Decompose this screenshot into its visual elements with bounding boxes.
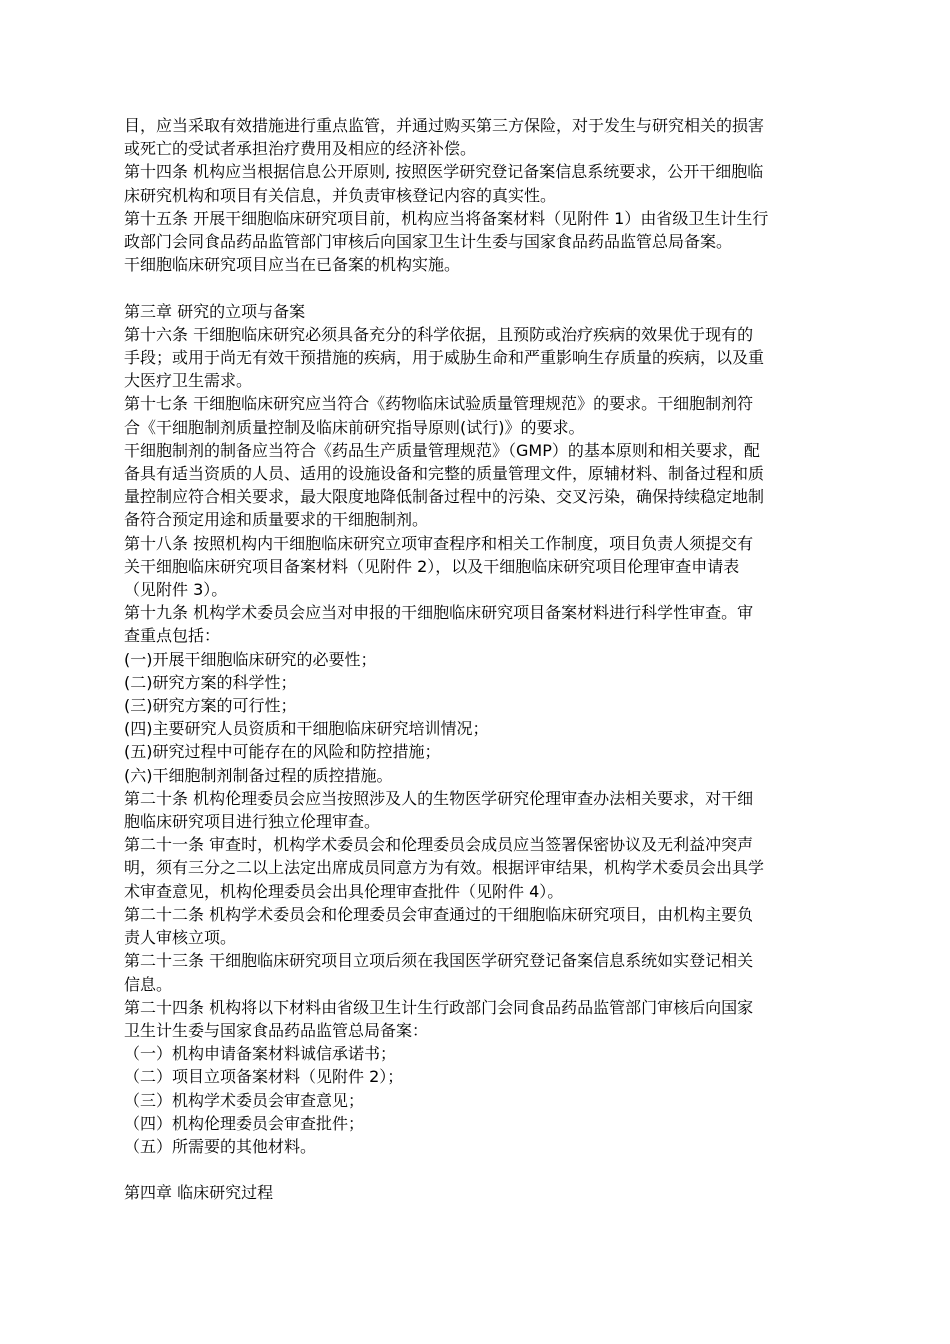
text-line: 床研究机构和项目有关信息，并负责审核登记内容的真实性。 [124,185,557,205]
text-line: 量控制应符合相关要求，最大限度地降低制备过程中的污染、交叉污染，确保持续稳定地制 [124,487,765,507]
text-line: (五)研究过程中可能存在的风险和防控措施； [124,742,441,762]
chapter-heading: 第四章 临床研究过程 [124,1183,274,1203]
text-line: （见附件 3）。 [124,580,228,600]
text-line: 关干细胞临床研究项目备案材料（见附件 2），以及干细胞临床研究项目伦理审查申请表 [124,556,740,576]
blank-line [124,276,834,299]
blank-line [124,1158,834,1181]
text-line: （一）机构申请备案材料诚信承诺书； [124,1044,397,1064]
document-body [124,114,834,1205]
text-line: 胞临床研究项目进行独立伦理审查。 [124,812,381,832]
text-line: 第十六条 干细胞临床研究必须具备充分的科学依据，且预防或治疗疾病的效果优于现有的 [124,324,754,344]
text-line: 合《干细胞制剂质量控制及临床前研究指导原则(试行)》的要求。 [124,417,585,437]
text-line: （三）机构学术委员会审查意见； [124,1090,365,1110]
text-line: 第十九条 机构学术委员会应当对申报的干细胞临床研究项目备案材料进行科学性审查。审 [124,603,754,623]
text-line: 备具有适当资质的人员、适用的设施设备和完整的质量管理文件，原辅材料、制备过程和质 [124,464,765,484]
text-line: 卫生计生委与国家食品药品监管总局备案： [124,1020,429,1040]
text-line: 第二十条 机构伦理委员会应当按照涉及人的生物医学研究伦理审查办法相关要求，对干细 [124,788,754,808]
text-line: 干细胞临床研究项目应当在已备案的机构实施。 [124,255,461,275]
text-line: 查重点包括： [124,626,221,646]
text-line: 备符合预定用途和质量要求的干细胞制剂。 [124,510,429,530]
text-line: 第十五条 开展干细胞临床研究项目前，机构应当将备案材料（见附件 1）由省级卫生计生行 [124,208,769,228]
text-line: (四)主要研究人员资质和干细胞临床研究培训情况； [124,719,489,739]
text-line: 第十四条 机构应当根据信息公开原则, 按照医学研究登记备案信息系统要求，公开干细胞临 [124,162,764,182]
text-line: 手段；或用于尚无有效干预措施的疾病，用于威胁生命和严重影响生存质量的疾病，以及重 [124,348,765,368]
text-line: 目，应当采取有效措施进行重点监管，并通过购买第三方保险，对于发生与研究相关的损害 [124,116,765,135]
text-line: 责人审核立项。 [124,928,237,948]
text-line: (三)研究方案的可行性； [124,696,297,716]
text-line: 第二十三条 干细胞临床研究项目立项后须在我国医学研究登记备案信息系统如实登记相关 [124,951,754,971]
text-line: 干细胞制剂的制备应当符合《药品生产质量管理规范》（GMP）的基本原则和相关要求，配 [124,440,760,460]
text-line: (六)干细胞制剂制备过程的质控措施。 [124,765,393,785]
text-line: 第十八条 按照机构内干细胞临床研究立项审查程序和相关工作制度，项目负责人须提交有 [124,533,754,553]
text-line: 第二十二条 机构学术委员会和伦理委员会审查通过的干细胞临床研究项目，由机构主要负 [124,904,754,924]
text-line: 明，须有三分之二以上法定出席成员同意方为有效。根据评审结果，机构学术委员会出具学 [124,858,765,878]
text-line: 第二十四条 机构将以下材料由省级卫生计生行政部门会同食品药品监管部门审核后向国家 [124,997,754,1017]
text-line: （五）所需要的其他材料。 [124,1136,317,1156]
text-line: 大医疗卫生需求。 [124,371,253,391]
text-line: (一)开展干细胞临床研究的必要性； [124,649,377,669]
text-line: 政部门会同食品药品监管部门审核后向国家卫生计生委与国家食品药品监管总局备案。 [124,232,733,252]
text-line: 第十七条 干细胞临床研究应当符合《药物临床试验质量管理规范》的要求。干细胞制剂符 [124,394,754,414]
text-line: 信息。 [124,974,173,994]
text-line: 或死亡的受试者承担治疗费用及相应的经济补偿。 [124,139,477,159]
text-line: 术审查意见，机构伦理委员会出具伦理审查批件（见附件 4）。 [124,881,564,901]
text-line: (二)研究方案的科学性； [124,672,297,692]
text-line: （二）项目立项备案材料（见附件 2）； [124,1067,404,1087]
text-line: （四）机构伦理委员会审查批件； [124,1113,365,1133]
chapter-heading: 第三章 研究的立项与备案 [124,301,306,321]
text-line: 第二十一条 审查时，机构学术委员会和伦理委员会成员应当签署保密协议及无利益冲突声 [124,835,754,855]
